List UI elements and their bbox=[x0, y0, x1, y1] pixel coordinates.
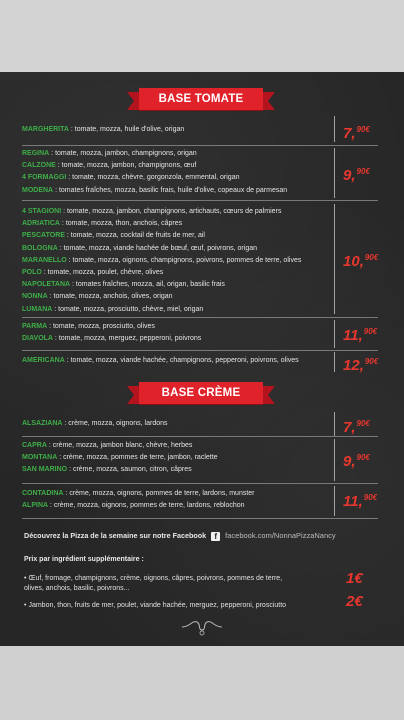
price-tomate-1: 7,$^{90€}$ bbox=[343, 125, 370, 142]
menu-item-diavola: DIAVOLA : tomate, mozza, merguez, pepperoni, poivrons bbox=[22, 335, 202, 343]
price-divider bbox=[334, 486, 335, 516]
facebook-icon: f bbox=[211, 532, 220, 541]
separator bbox=[22, 436, 378, 437]
menu-item-capra: CAPRA : crème, mozza, jambon blanc, chèvre, herbes bbox=[22, 442, 193, 449]
price-tomate-5: 12,$^{90€}$ bbox=[343, 357, 379, 374]
bottom-margin bbox=[0, 646, 404, 720]
creme-group-2 bbox=[22, 440, 334, 477]
extra-item-1: • Œuf, fromage, champignons, crème, oignons, câpres, poivrons, pommes de terre, olives, anchois, basilic, poivrons... bbox=[24, 575, 283, 592]
menu-board bbox=[0, 72, 404, 646]
facebook-promo bbox=[24, 531, 336, 541]
menu-item-parma: PARMA : tomate, mozza, prosciutto, olives bbox=[22, 323, 155, 330]
extra-price-1: 1€ bbox=[346, 570, 363, 587]
creme-group-1 bbox=[22, 418, 334, 430]
menu-item-maranello: MARANELLO : tomate, mozza, oignons, champignons, poivrons, pommes de terre, olives bbox=[22, 256, 302, 264]
tomate-group-5 bbox=[22, 355, 334, 367]
menu-item-lumana: LUMANA : tomate, mozza, prosciutto, chèvre, miel, origan bbox=[22, 305, 204, 313]
tomate-group-2 bbox=[22, 148, 334, 197]
separator bbox=[22, 483, 378, 484]
top-margin bbox=[0, 0, 404, 72]
menu-item-adriatica: ADRIATICA : tomate, mozza, thon, anchois, câpres bbox=[22, 220, 183, 228]
menu-item-4-stagioni: 4 STAGIONI : tomate, mozza, jambon, champignons, artichauts, cœurs de palmiers bbox=[22, 208, 282, 215]
separator bbox=[22, 317, 378, 318]
price-divider bbox=[334, 439, 335, 481]
price-divider bbox=[334, 204, 335, 314]
extras-title: Prix par ingrédient supplémentaire : bbox=[24, 556, 144, 563]
base-tomate-title: BASE TOMATE bbox=[139, 88, 263, 110]
price-divider bbox=[334, 412, 335, 436]
menu-item-polo: POLO : tomate, mozza, poulet, chèvre, olives bbox=[22, 269, 164, 277]
price-creme-2: 9,$^{90€}$ bbox=[343, 453, 370, 470]
menu-item-montana: MONTANA : crème, mozza, pommes de terre, jambon, raclette bbox=[22, 454, 218, 462]
menu-item-alsaziana: ALSAZIANA : crème, mozza, oignons, lardons bbox=[22, 420, 168, 427]
menu-item-contadina: CONTADINA : crème, mozza, oignons, pommes de terre, lardons, munster bbox=[22, 490, 255, 497]
menu-item-napoletana: NAPOLETANA : tomates fraîches, mozza, ail, origan, basilic frais bbox=[22, 281, 225, 289]
separator bbox=[22, 518, 378, 519]
tomate-group-4 bbox=[22, 321, 334, 345]
menu-item-pescatore: PESCATORE : tomate, mozza, cocktail de fruits de mer, ail bbox=[22, 232, 205, 240]
separator bbox=[22, 145, 378, 146]
menu-item-calzone: CALZONE : tomate, mozza, jambon, champignons, œuf bbox=[22, 162, 197, 170]
menu-item-nonna: NONNA : tomate, mozza, anchois, olives, origan bbox=[22, 293, 173, 301]
base-tomate-ribbon bbox=[139, 88, 263, 110]
extra-price-2: 2€ bbox=[346, 593, 363, 610]
price-creme-1: 7,$^{90€}$ bbox=[343, 419, 370, 436]
tomate-group-3 bbox=[22, 206, 334, 316]
separator bbox=[22, 200, 378, 201]
price-divider bbox=[334, 116, 335, 142]
price-divider bbox=[334, 352, 335, 372]
menu-item-4-formaggi: 4 FORMAGGI : tomate, mozza, chèvre, gorgonzola, emmental, origan bbox=[22, 174, 240, 182]
menu-item-alpina: ALPINA : crème, mozza, oignons, pommes de terre, lardons, reblochon bbox=[22, 502, 245, 510]
creme-group-3 bbox=[22, 488, 334, 512]
price-creme-3: 11,$^{90€}$ bbox=[343, 493, 378, 510]
price-tomate-4: 11,$^{90€}$ bbox=[343, 327, 378, 344]
menu-item-americana: AMERICANA : tomate, mozza, viande hachée, champignons, pepperoni, poivrons, olives bbox=[22, 357, 299, 364]
menu-item-bologna: BOLOGNA : tomate, mozza, viande hachée de bœuf, œuf, poivrons, origan bbox=[22, 244, 257, 252]
price-tomate-2: 9,$^{90€}$ bbox=[343, 167, 370, 184]
decorative-flourish bbox=[180, 616, 224, 638]
menu-item-regina: REGINA : tomate, mozza, jambon, champignons, origan bbox=[22, 150, 197, 157]
extra-item-2: • Jambon, thon, fruits de mer, poulet, viande hachée, merguez, pepperoni, prosciutto bbox=[24, 602, 287, 609]
base-creme-ribbon bbox=[139, 382, 263, 404]
base-creme-title: BASE CRÈME bbox=[139, 382, 263, 404]
tomate-group-1 bbox=[22, 124, 334, 136]
facebook-promo-text: Découvrez la Pizza de la semaine sur notre Facebook bbox=[24, 531, 207, 540]
menu-item-san-marino: SAN MARINO : crème, mozza, saumon, citron, câpres bbox=[22, 466, 192, 474]
price-divider bbox=[334, 320, 335, 348]
price-tomate-3: 10,$^{90€}$ bbox=[343, 253, 379, 270]
menu-item-margherita: MARGHERITA : tomate, mozza, huile d'olive, origan bbox=[22, 126, 185, 133]
separator bbox=[22, 350, 378, 351]
facebook-link[interactable]: facebook.com/NonnaPizzaNancy bbox=[225, 531, 336, 540]
menu-item-modena: MODENA : tomates fraîches, mozza, basilic frais, huile d'olive, copeaux de parmesan bbox=[22, 186, 288, 194]
price-divider bbox=[334, 148, 335, 198]
